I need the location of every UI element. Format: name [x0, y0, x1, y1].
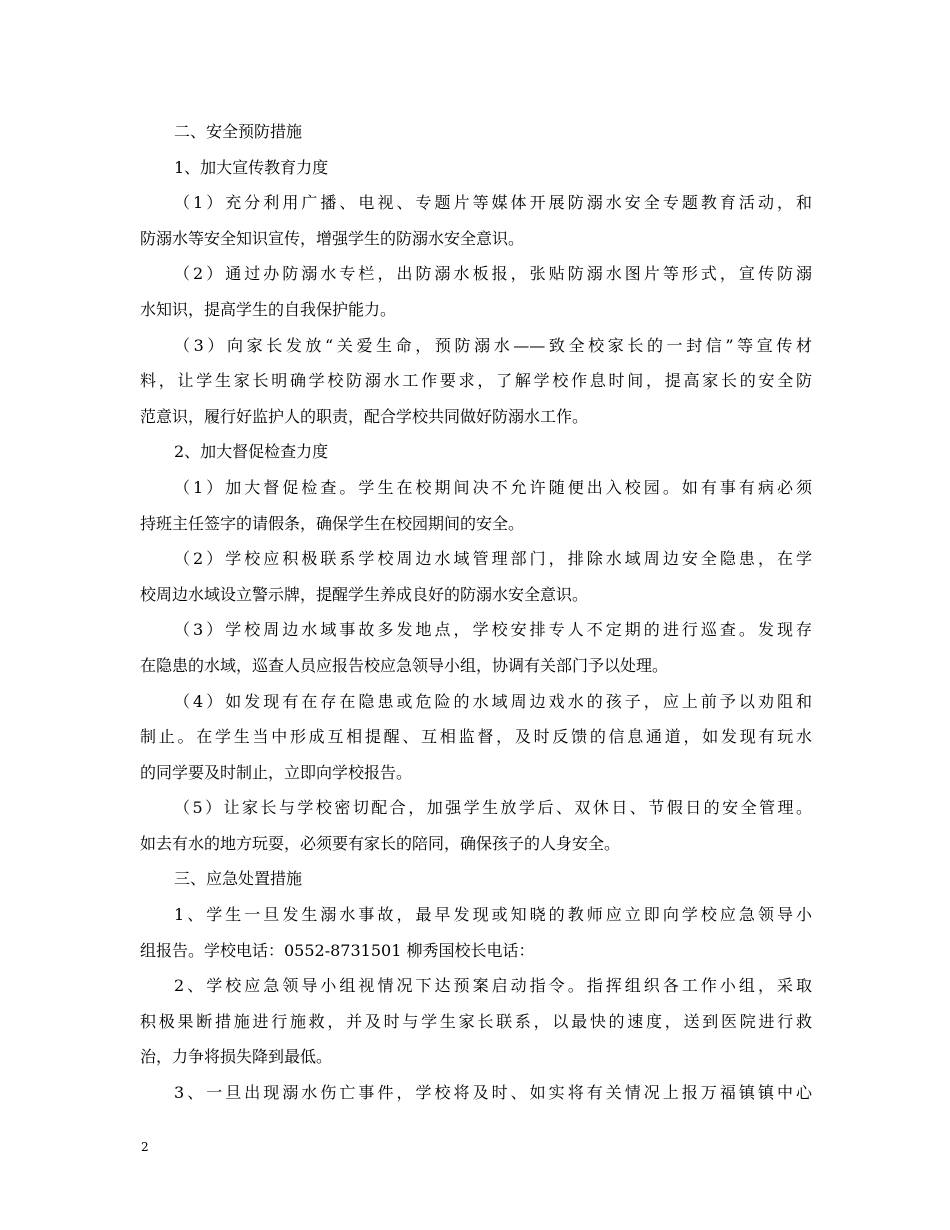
- page-number: 2: [141, 1140, 149, 1154]
- text-line: 积极果断措施进行施救，并及时与学生家长联系，以最快的速度，送到医院进行救: [140, 1011, 812, 1031]
- text-line: （5）让家长与学校密切配合，加强学生放学后、双休日、节假日的安全管理。: [174, 798, 812, 818]
- text-line: 的同学要及时制止，立即向学校报告。: [140, 762, 413, 782]
- text-line: （2）学校应积极联系学校周边水域管理部门，排除水域周边安全隐患，在学: [174, 549, 812, 569]
- text-line: （1）充分利用广播、电视、专题片等媒体开展防溺水安全专题教育活动，和: [174, 193, 812, 213]
- text-line: （3）向家长发放“关爱生命，预防溺水——致全校家长的一封信”等宣传材: [174, 335, 812, 355]
- text-line: 2、加大督促检查力度: [174, 442, 329, 462]
- text-line: 料，让学生家长明确学校防溺水工作要求，了解学校作息时间，提高家长的安全防: [140, 371, 812, 391]
- text-line: 制止。在学生当中形成互相提醒、互相监督，及时反馈的信息通道，如发现有玩水: [140, 727, 812, 747]
- text-line: 校周边水域设立警示牌，提醒学生养成良好的防溺水安全意识。: [140, 584, 589, 604]
- document-body: [140, 114, 812, 1111]
- text-line: 组报告。学校电话：0552-8731501 柳秀国校长电话：: [140, 940, 535, 960]
- text-line: 3、一旦出现溺水伤亡事件，学校将及时、如实将有关情况上报万福镇镇中心: [174, 1083, 812, 1103]
- text-line: （1）加大督促检查。学生在校期间决不允许随便出入校园。如有事有病必须: [174, 477, 812, 497]
- text-line: 范意识，履行好监护人的职责，配合学校共同做好防溺水工作。: [140, 406, 589, 426]
- text-line: 治，力争将损失降到最低。: [140, 1047, 333, 1067]
- text-line: 二、安全预防措施: [174, 122, 303, 141]
- text-line: （4）如发现有在存在隐患或危险的水域周边戏水的孩子，应上前予以劝阻和: [174, 691, 812, 711]
- text-line: 在隐患的水域，巡查人员应报告校应急领导小组，协调有关部门予以处理。: [140, 655, 669, 675]
- text-line: 如去有水的地方玩耍，必须要有家长的陪同，确保孩子的人身安全。: [140, 833, 621, 853]
- text-line: 防溺水等安全知识宣传，增强学生的防溺水安全意识。: [140, 228, 525, 248]
- text-line: 1、加大宣传教育力度: [174, 157, 329, 177]
- text-line: 2、学校应急领导小组视情况下达预案启动指令。指挥组织各工作小组，采取: [174, 976, 812, 996]
- text-line: 1、学生一旦发生溺水事故，最早发现或知晓的教师应立即向学校应急领导小: [174, 905, 812, 925]
- text-line: 三、应急处置措施: [174, 869, 303, 889]
- text-line: （3）学校周边水域事故多发地点，学校安排专人不定期的进行巡查。发现存: [174, 620, 812, 640]
- text-line: （2）通过办防溺水专栏，出防溺水板报，张贴防溺水图片等形式，宣传防溺: [174, 264, 812, 284]
- text-line: 持班主任签字的请假条，确保学生在校园期间的安全。: [140, 513, 525, 533]
- text-line: 水知识，提高学生的自我保护能力。: [140, 299, 397, 319]
